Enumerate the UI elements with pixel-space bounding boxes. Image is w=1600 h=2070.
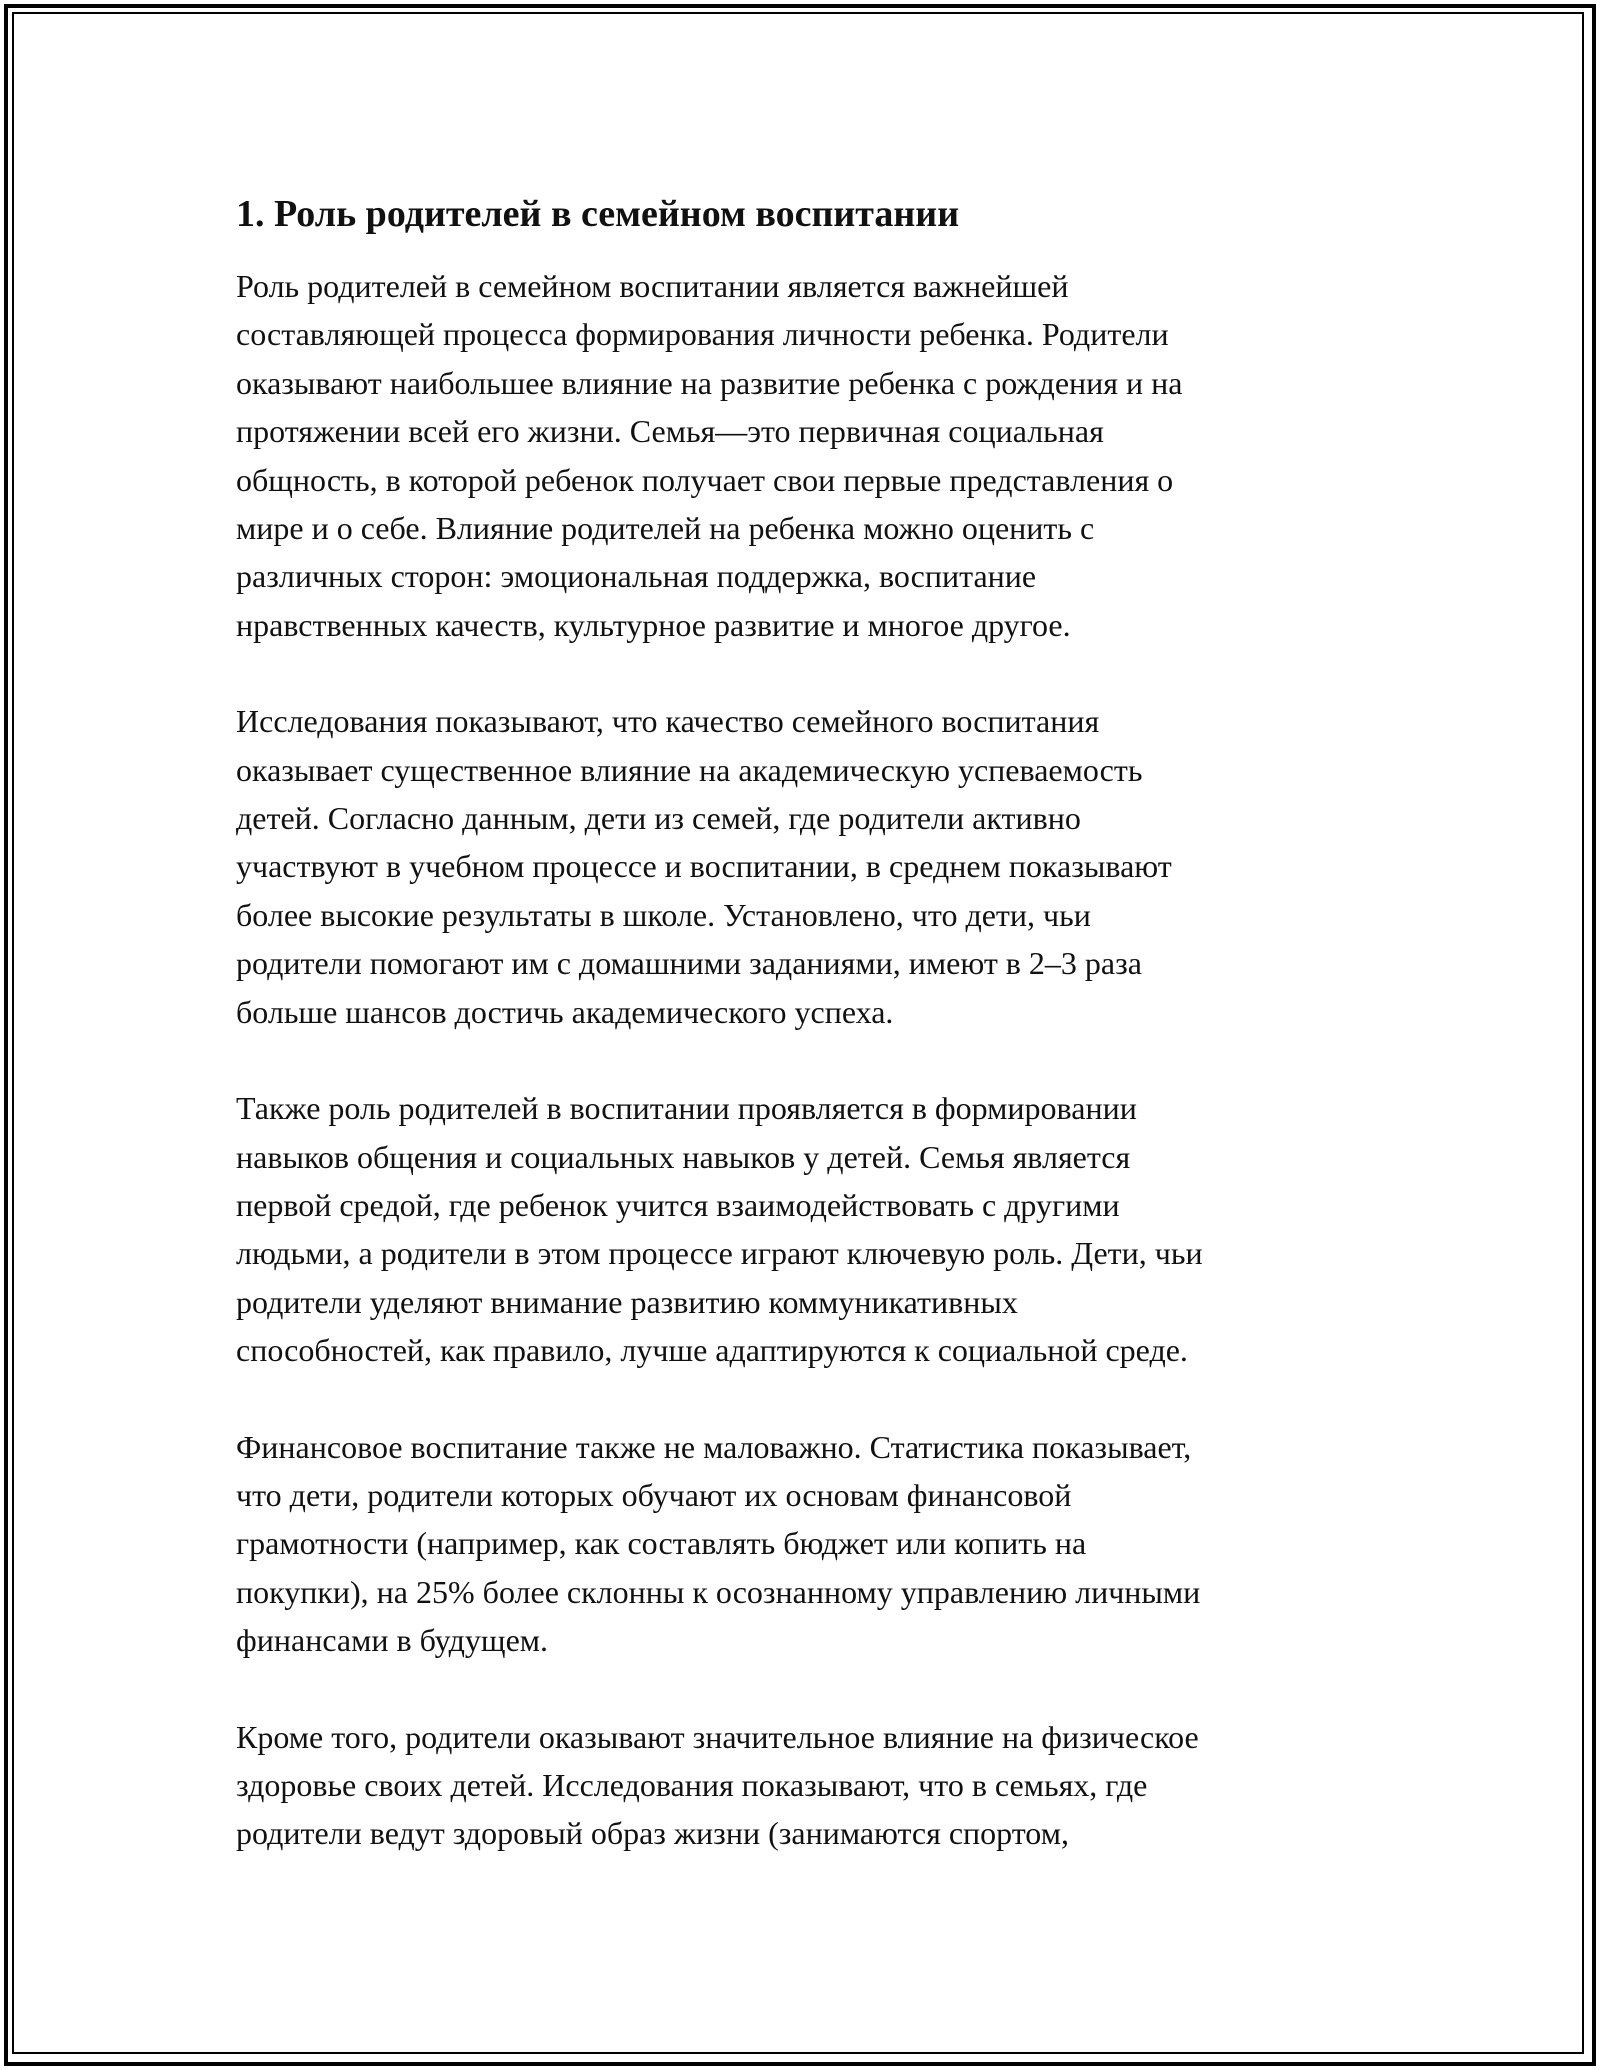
paragraph-4: Финансовое воспитание также не маловажно. Статистика показывает, что дети, родители которых обучают их основам финансовой грамотности (например, как составлять бюджет или копить на покупки), на 25% более склонны к осознанному управлению личными финансами в будущем. xyxy=(236,1428,1201,1659)
paragraph-5: Кроме того, родители оказывают значительное влияние на физическое здоровье своих детей. Исследования показывают, что в семьях, где родители ведут здоровый образ жизни (занимаются спортом, xyxy=(236,1718,1199,1852)
paragraph-1: Роль родителей в семейном воспитании является важнейшей составляющей процесса формирования личности ребенка. Родители оказывают наибольшее влияние на развитие ребенка с рождения и на протяжении всей его жизни. Семья—это первичная социальная общность, в которой ребенок получает свои первые представления о мире и о себе. Влияние родителей на ребенка можно оценить с различных сторон: эмоциональная поддержка, воспитание нравственных качеств, культурное развитие и многое другое. xyxy=(236,268,1183,643)
document-page xyxy=(236,186,1376,1906)
paragraph-3: Также роль родителей в воспитании проявляется в формировании навыков общения и социальных навыков у детей. Семья является первой средой, где ребенок учится взаимодействовать с другими людьми, а родители в этом процессе играют ключевую роль. Дети, чьи родители уделяют внимание развитию коммуникативных способностей, как правило, лучше адаптируются к социальной среде. xyxy=(236,1090,1203,1369)
paragraph-2: Исследования показывают, что качество семейного воспитания оказывает существенное влияние на академическую успеваемость детей. Согласно данным, дети из семей, где родители активно участвуют в учебном процессе и воспитании, в среднем показывают более высокие результаты в школе. Установлено, что дети, чьи родители помогают им с домашними заданиями, имеют в 2–3 раза больше шансов достичь академического успеха. xyxy=(236,703,1172,1030)
section-heading: 1. Роль родителей в семейном воспитании xyxy=(236,193,960,235)
